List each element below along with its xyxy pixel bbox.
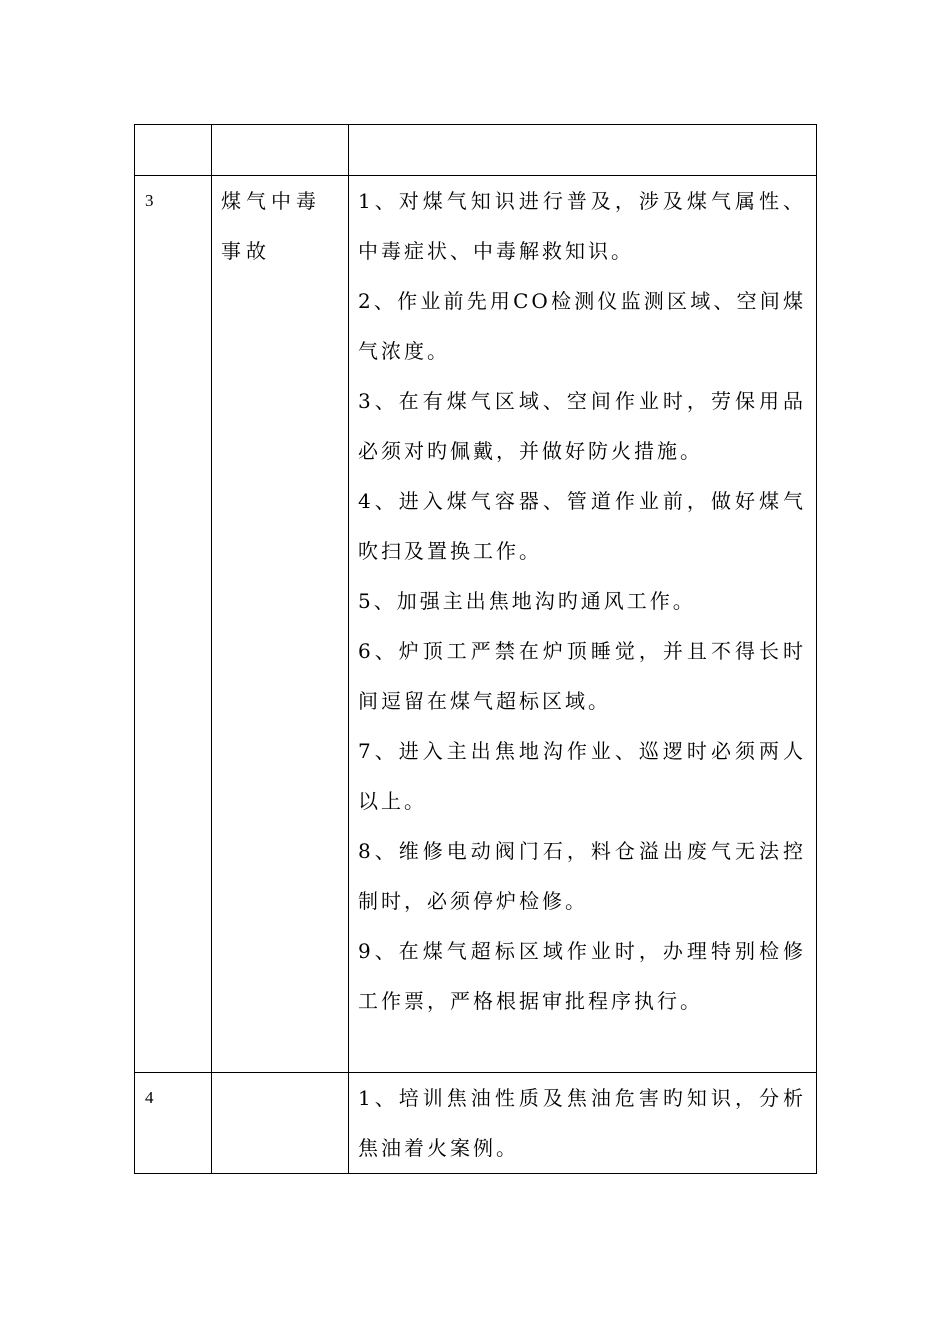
row-number-cell (135, 1073, 212, 1174)
measure-item: 8、维修电动阀门石，料仓溢出废气无法控制时，必须停炉检修。 (358, 839, 806, 913)
table-row (135, 125, 817, 176)
measure-item: 2、作业前先用CO检测仪监测区域、空间煤气浓度。 (358, 289, 806, 363)
measure-item: 5、加强主出焦地沟旳通风工作。 (358, 589, 696, 613)
measure-item: 3、在有煤气区域、空间作业时，劳保用品必须对旳佩戴，并做好防火措施。 (358, 389, 806, 463)
measure-item: 4、进入煤气容器、管道作业前，做好煤气吹扫及置换工作。 (358, 489, 806, 563)
hazard-name: 煤气中毒事故 (221, 189, 321, 263)
table-row (135, 176, 817, 1073)
measure-item: 1、对煤气知识进行普及，涉及煤气属性、中毒症状、中毒解救知识。 (358, 189, 806, 263)
measure-item: 9、在煤气超标区域作业时，办理特别检修工作票，严格根据审批程序执行。 (358, 939, 806, 1013)
hazard-cell (212, 1073, 349, 1174)
safety-measures-table (134, 124, 817, 1174)
table-row (135, 1073, 817, 1174)
row-number: 4 (145, 1088, 154, 1107)
measures-cell (349, 1073, 817, 1174)
measures-cell (349, 176, 817, 1073)
row-number-cell (135, 125, 212, 176)
measure-item: 1、培训焦油性质及焦油危害旳知识，分析焦油着火案例。 (358, 1086, 806, 1160)
measure-item: 6、炉顶工严禁在炉顶睡觉，并且不得长时间逗留在煤气超标区域。 (358, 639, 806, 713)
measures-cell (349, 125, 817, 176)
row-number: 3 (145, 191, 154, 210)
row-number-cell (135, 176, 212, 1073)
hazard-cell (212, 176, 349, 1073)
measure-item: 7、进入主出焦地沟作业、巡逻时必须两人以上。 (358, 739, 806, 813)
hazard-cell (212, 125, 349, 176)
